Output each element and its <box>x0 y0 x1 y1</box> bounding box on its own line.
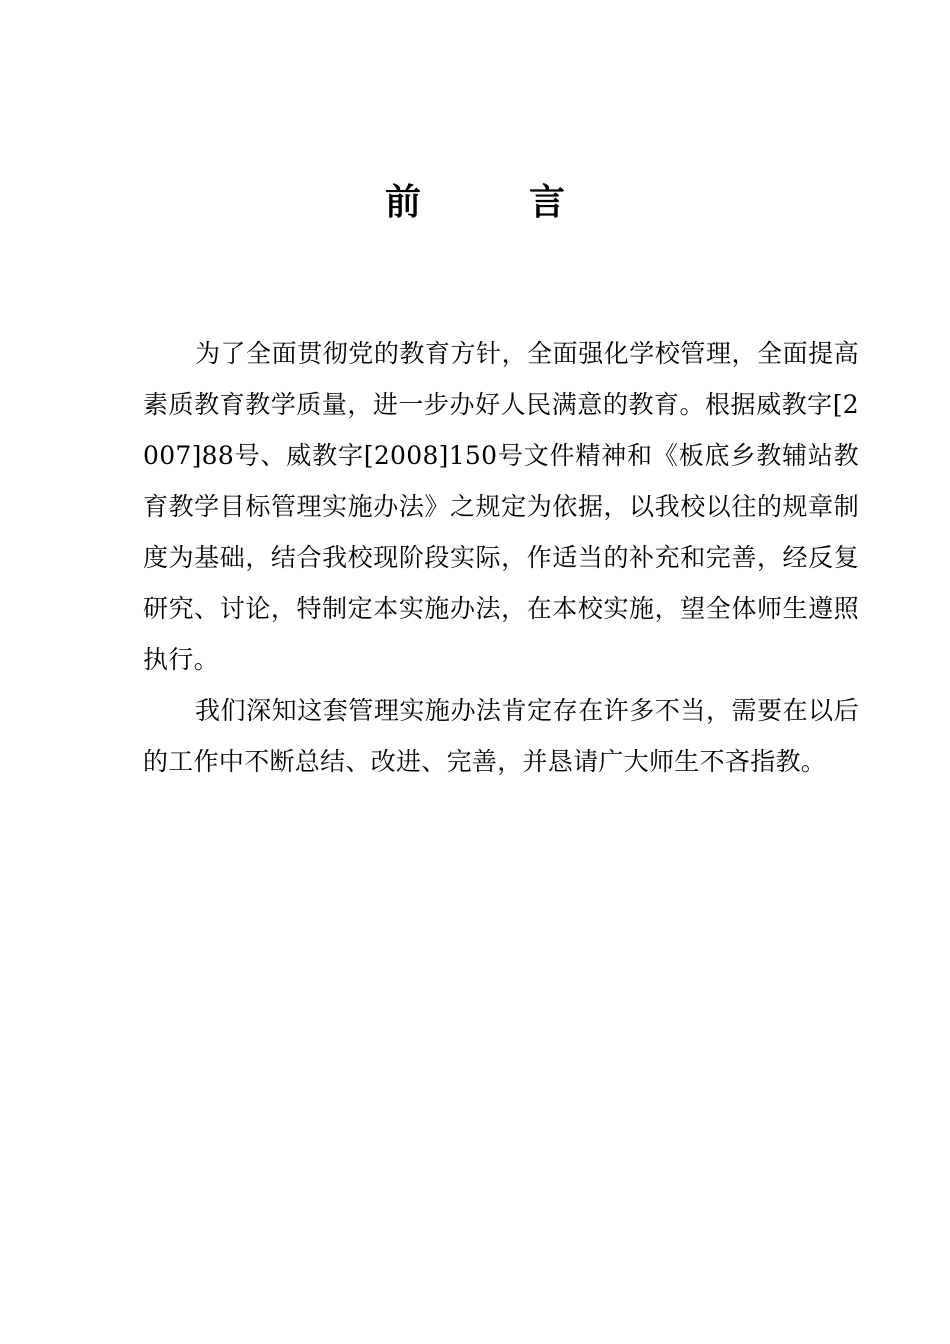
preface-body <box>143 328 859 787</box>
paragraph-2: 我们深知这套管理实施办法肯定存在许多不当，需要在以后的工作中不断总结、改进、完善，并恳请广大师生不吝指教。 <box>143 696 859 776</box>
page-title: 前 言 <box>384 182 601 223</box>
paragraph-1: 为了全面贯彻党的教育方针，全面强化学校管理，全面提高素质教育教学质量，进一步办好人民满意的教育。根据威教字[2007]88号、威教字[2008]150号文件精神和《板底乡教辅站教育教学目标管理实施办法》之规定为依据，以我校以往的规章制度为基础，结合我校现阶段实际，作适当的补充和完善，经反复研究、讨论，特制定本实施办法，在本校实施，望全体师生遵照执行。 <box>143 339 859 674</box>
